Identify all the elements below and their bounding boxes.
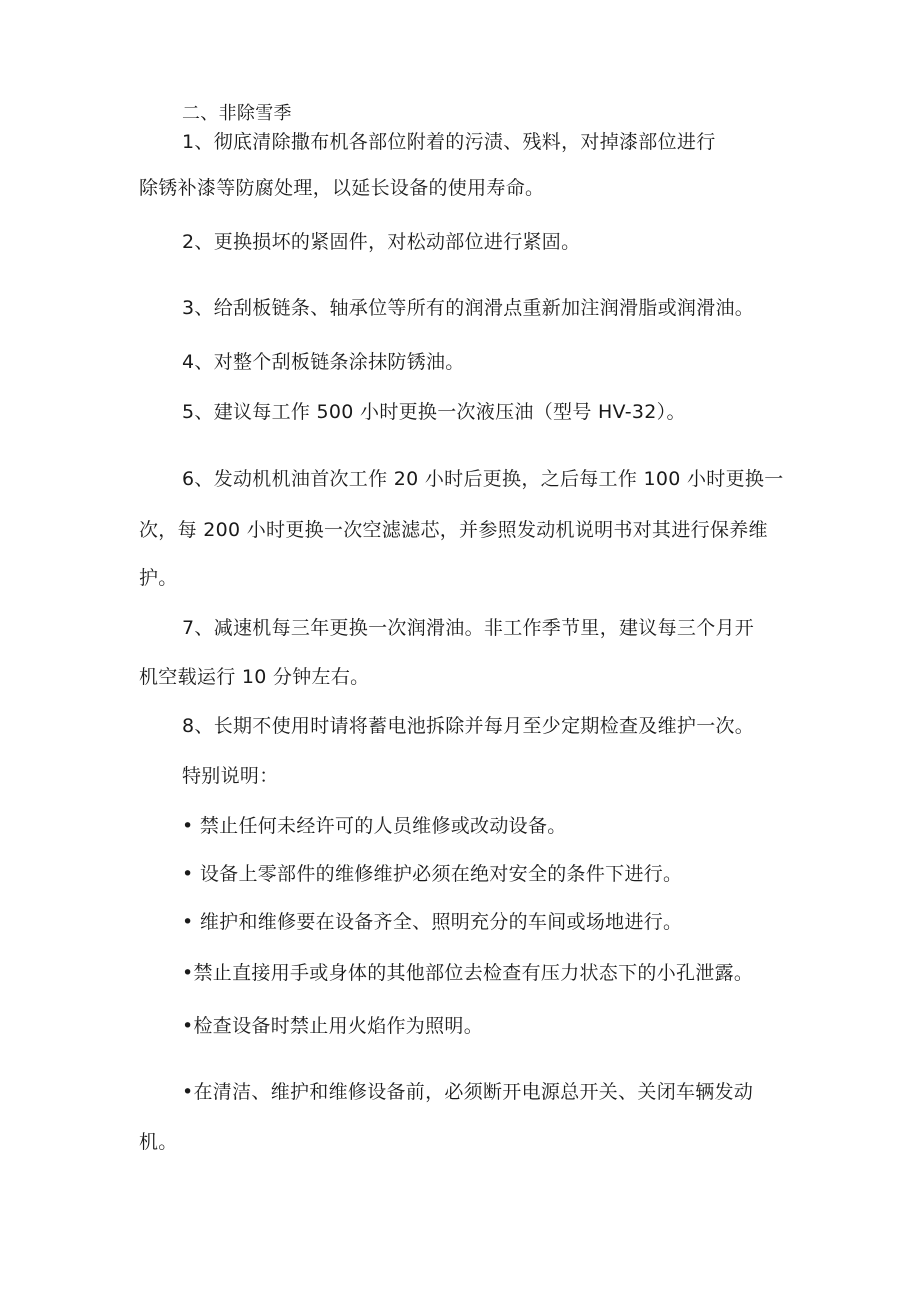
item-7-line-2: 机空载运行 10 分钟左右。 (139, 666, 370, 688)
section-heading: 二、非除雪季 (182, 103, 292, 124)
item-6-line-1: 6、发动机机油首次工作 20 小时后更换，之后每工作 100 小时更换一 (182, 468, 784, 490)
item-1-line-2: 除锈补漆等防腐处理，以延长设备的使用寿命。 (139, 177, 545, 199)
bullet-6-line-2: 机。 (139, 1131, 178, 1153)
item-6-line-2: 次，每 200 小时更换一次空滤滤芯，并参照发动机说明书对其进行保养维 (139, 519, 768, 541)
bullet-2: • 设备上零部件的维修维护必须在绝对安全的条件下进行。 (182, 863, 683, 885)
special-title: 特别说明： (182, 765, 279, 787)
item-5-line-1: 5、建议每工作 500 小时更换一次液压油（型号 HV-32）。 (182, 401, 686, 423)
bullet-4: •禁止直接用手或身体的其他部位去检查有压力状态下的小孔泄露。 (182, 962, 754, 984)
item-4-line-1: 4、对整个刮板链条涂抹防锈油。 (182, 351, 465, 373)
bullet-1: • 禁止任何未经许可的人员维修或改动设备。 (182, 815, 567, 837)
bullet-5: •检查设备时禁止用火焰作为照明。 (182, 1015, 484, 1037)
item-3-line-1: 3、给刮板链条、轴承位等所有的润滑点重新加注润滑脂或润滑油。 (182, 297, 755, 319)
item-8-line-1: 8、长期不使用时请将蓄电池拆除并每月至少定期检查及维护一次。 (182, 715, 755, 737)
item-1-line-1: 1、彻底清除撒布机各部位附着的污渍、残料，对掉漆部位进行 (182, 131, 716, 153)
item-6-line-3: 护。 (139, 567, 178, 589)
item-7-line-1: 7、减速机每三年更换一次润滑油。非工作季节里，建议每三个月开 (182, 617, 755, 639)
bullet-6-line-1: •在清洁、维护和维修设备前，必须断开电源总开关、关闭车辆发动 (182, 1081, 754, 1103)
bullet-3: • 维护和维修要在设备齐全、照明充分的车间或场地进行。 (182, 911, 683, 933)
item-2-line-1: 2、更换损坏的紧固件，对松动部位进行紧固。 (182, 231, 581, 253)
